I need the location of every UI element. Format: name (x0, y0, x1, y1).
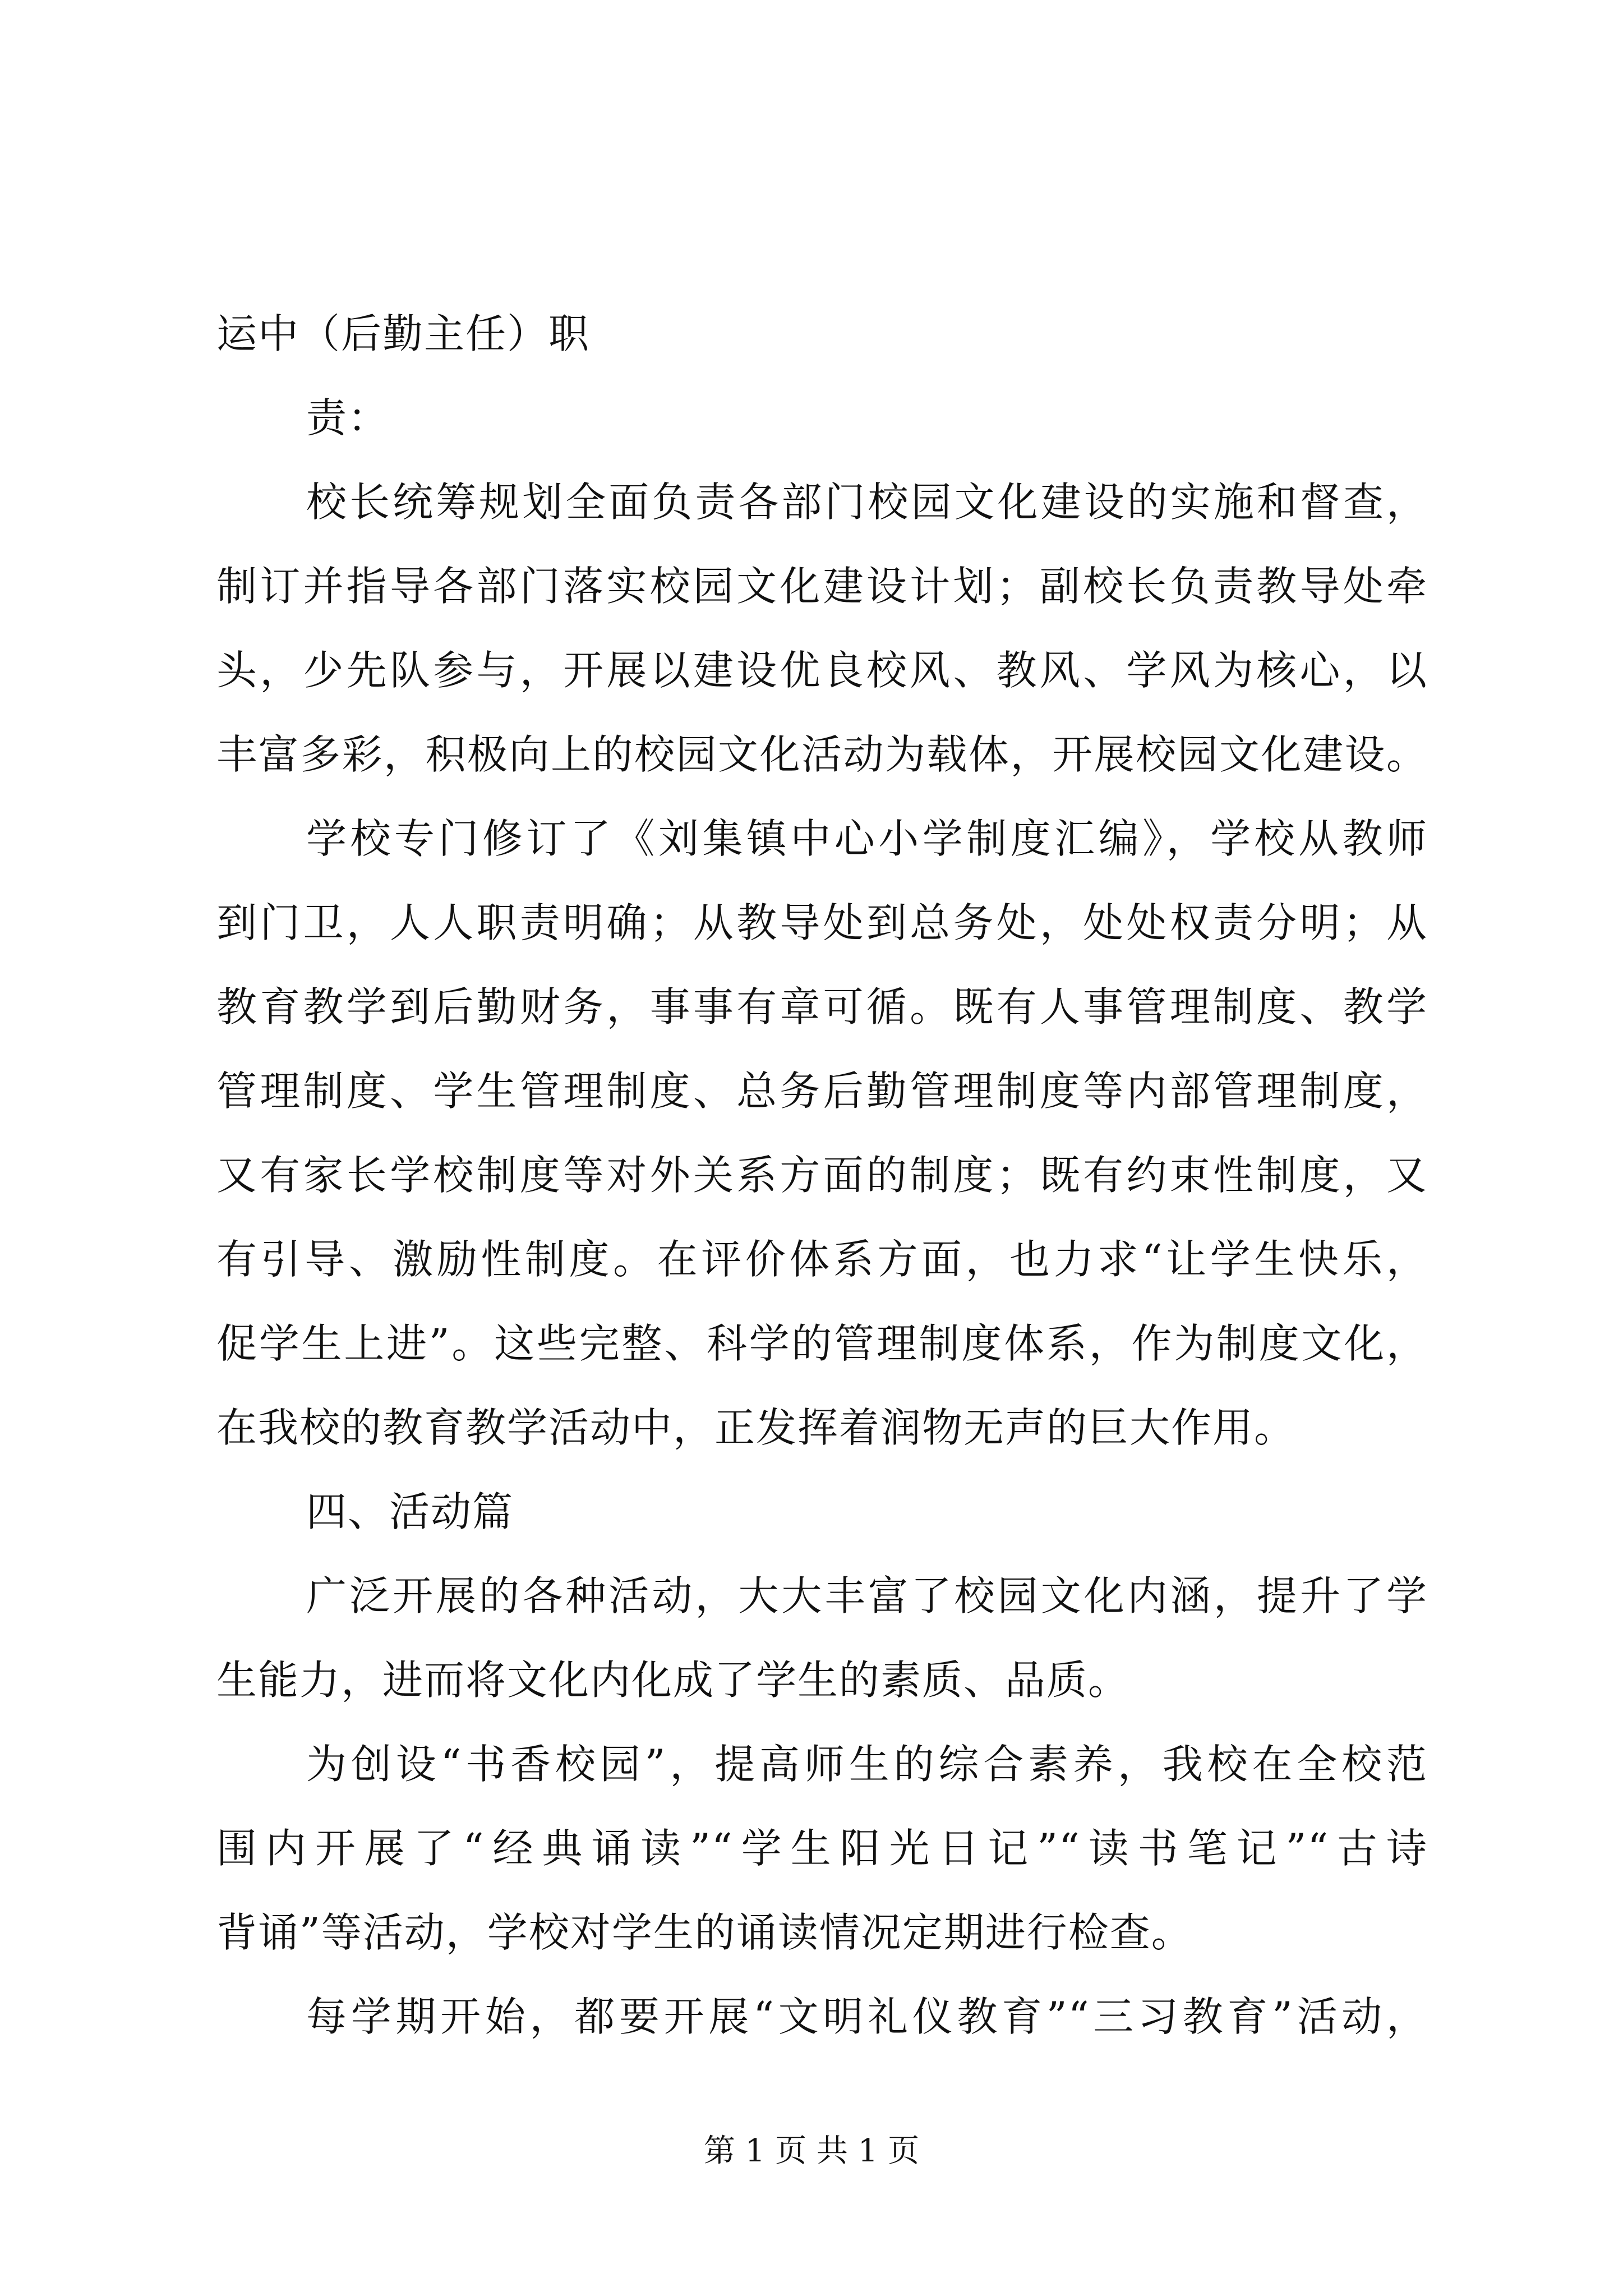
text-line: 广泛开展的各种活动，大大丰富了校园文化内涵，提升了学 (306, 1572, 1428, 1619)
text-line: 管理制度、学生管理制度、总务后勤管理制度等内部管理制度， (216, 1068, 1428, 1115)
text-line: 制订并指导各部门落实校园文化建设计划；副校长负责教导处牵 (216, 563, 1428, 610)
text-line: 教育教学到后勤财务，事事有章可循。既有人事管理制度、教学 (216, 983, 1428, 1030)
text-line: 背诵”等活动，学校对学生的诵读情况定期进行检查。 (216, 1909, 1193, 1956)
text-line: 责： (306, 394, 390, 441)
text-line: 有引导、激励性制度。在评价体系方面，也力求“让学生快乐， (216, 1236, 1428, 1283)
text-line: 在我校的教育教学活动中，正发挥着润物无声的巨大作用。 (216, 1404, 1296, 1451)
text-line: 促学生上进”。这些完整、科学的管理制度体系，作为制度文化， (216, 1320, 1428, 1367)
text-line: 到门卫，人人职责明确；从教导处到总务处，处处权责分明；从 (216, 899, 1428, 946)
text-line: 生能力，进而将文化内化成了学生的素质、品质。 (216, 1657, 1130, 1704)
page-footer: 第 1 页 共 1 页 (703, 2133, 920, 2169)
text-line: 丰富多彩，积极向上的校园文化活动为载体，开展校园文化建设。 (216, 731, 1428, 778)
text-line: 运中（后勤主任）职 (216, 310, 591, 357)
text-line: 每学期开始，都要开展“文明礼仪教育”“三习教育”活动， (306, 1993, 1428, 2040)
document-body (216, 292, 1428, 2059)
text-line: 学校专门修订了《刘集镇中心小学制度汇编》，学校从教师 (306, 815, 1428, 862)
section-heading: 四、活动篇 (306, 1488, 514, 1535)
text-line: 校长统筹规划全面负责各部门校园文化建设的实施和督查， (306, 478, 1428, 526)
text-line: 头，少先队参与，开展以建设优良校风、教风、学风为核心，以 (216, 647, 1428, 694)
text-line: 又有家长学校制度等对外关系方面的制度；既有约束性制度，又 (216, 1152, 1428, 1199)
text-line: 围内开展了“经典诵读”“学生阳光日记”“读书笔记”“古诗 (216, 1825, 1428, 1872)
text-line: 为创设“书香校园”，提高师生的综合素养，我校在全校范 (306, 1741, 1428, 1788)
